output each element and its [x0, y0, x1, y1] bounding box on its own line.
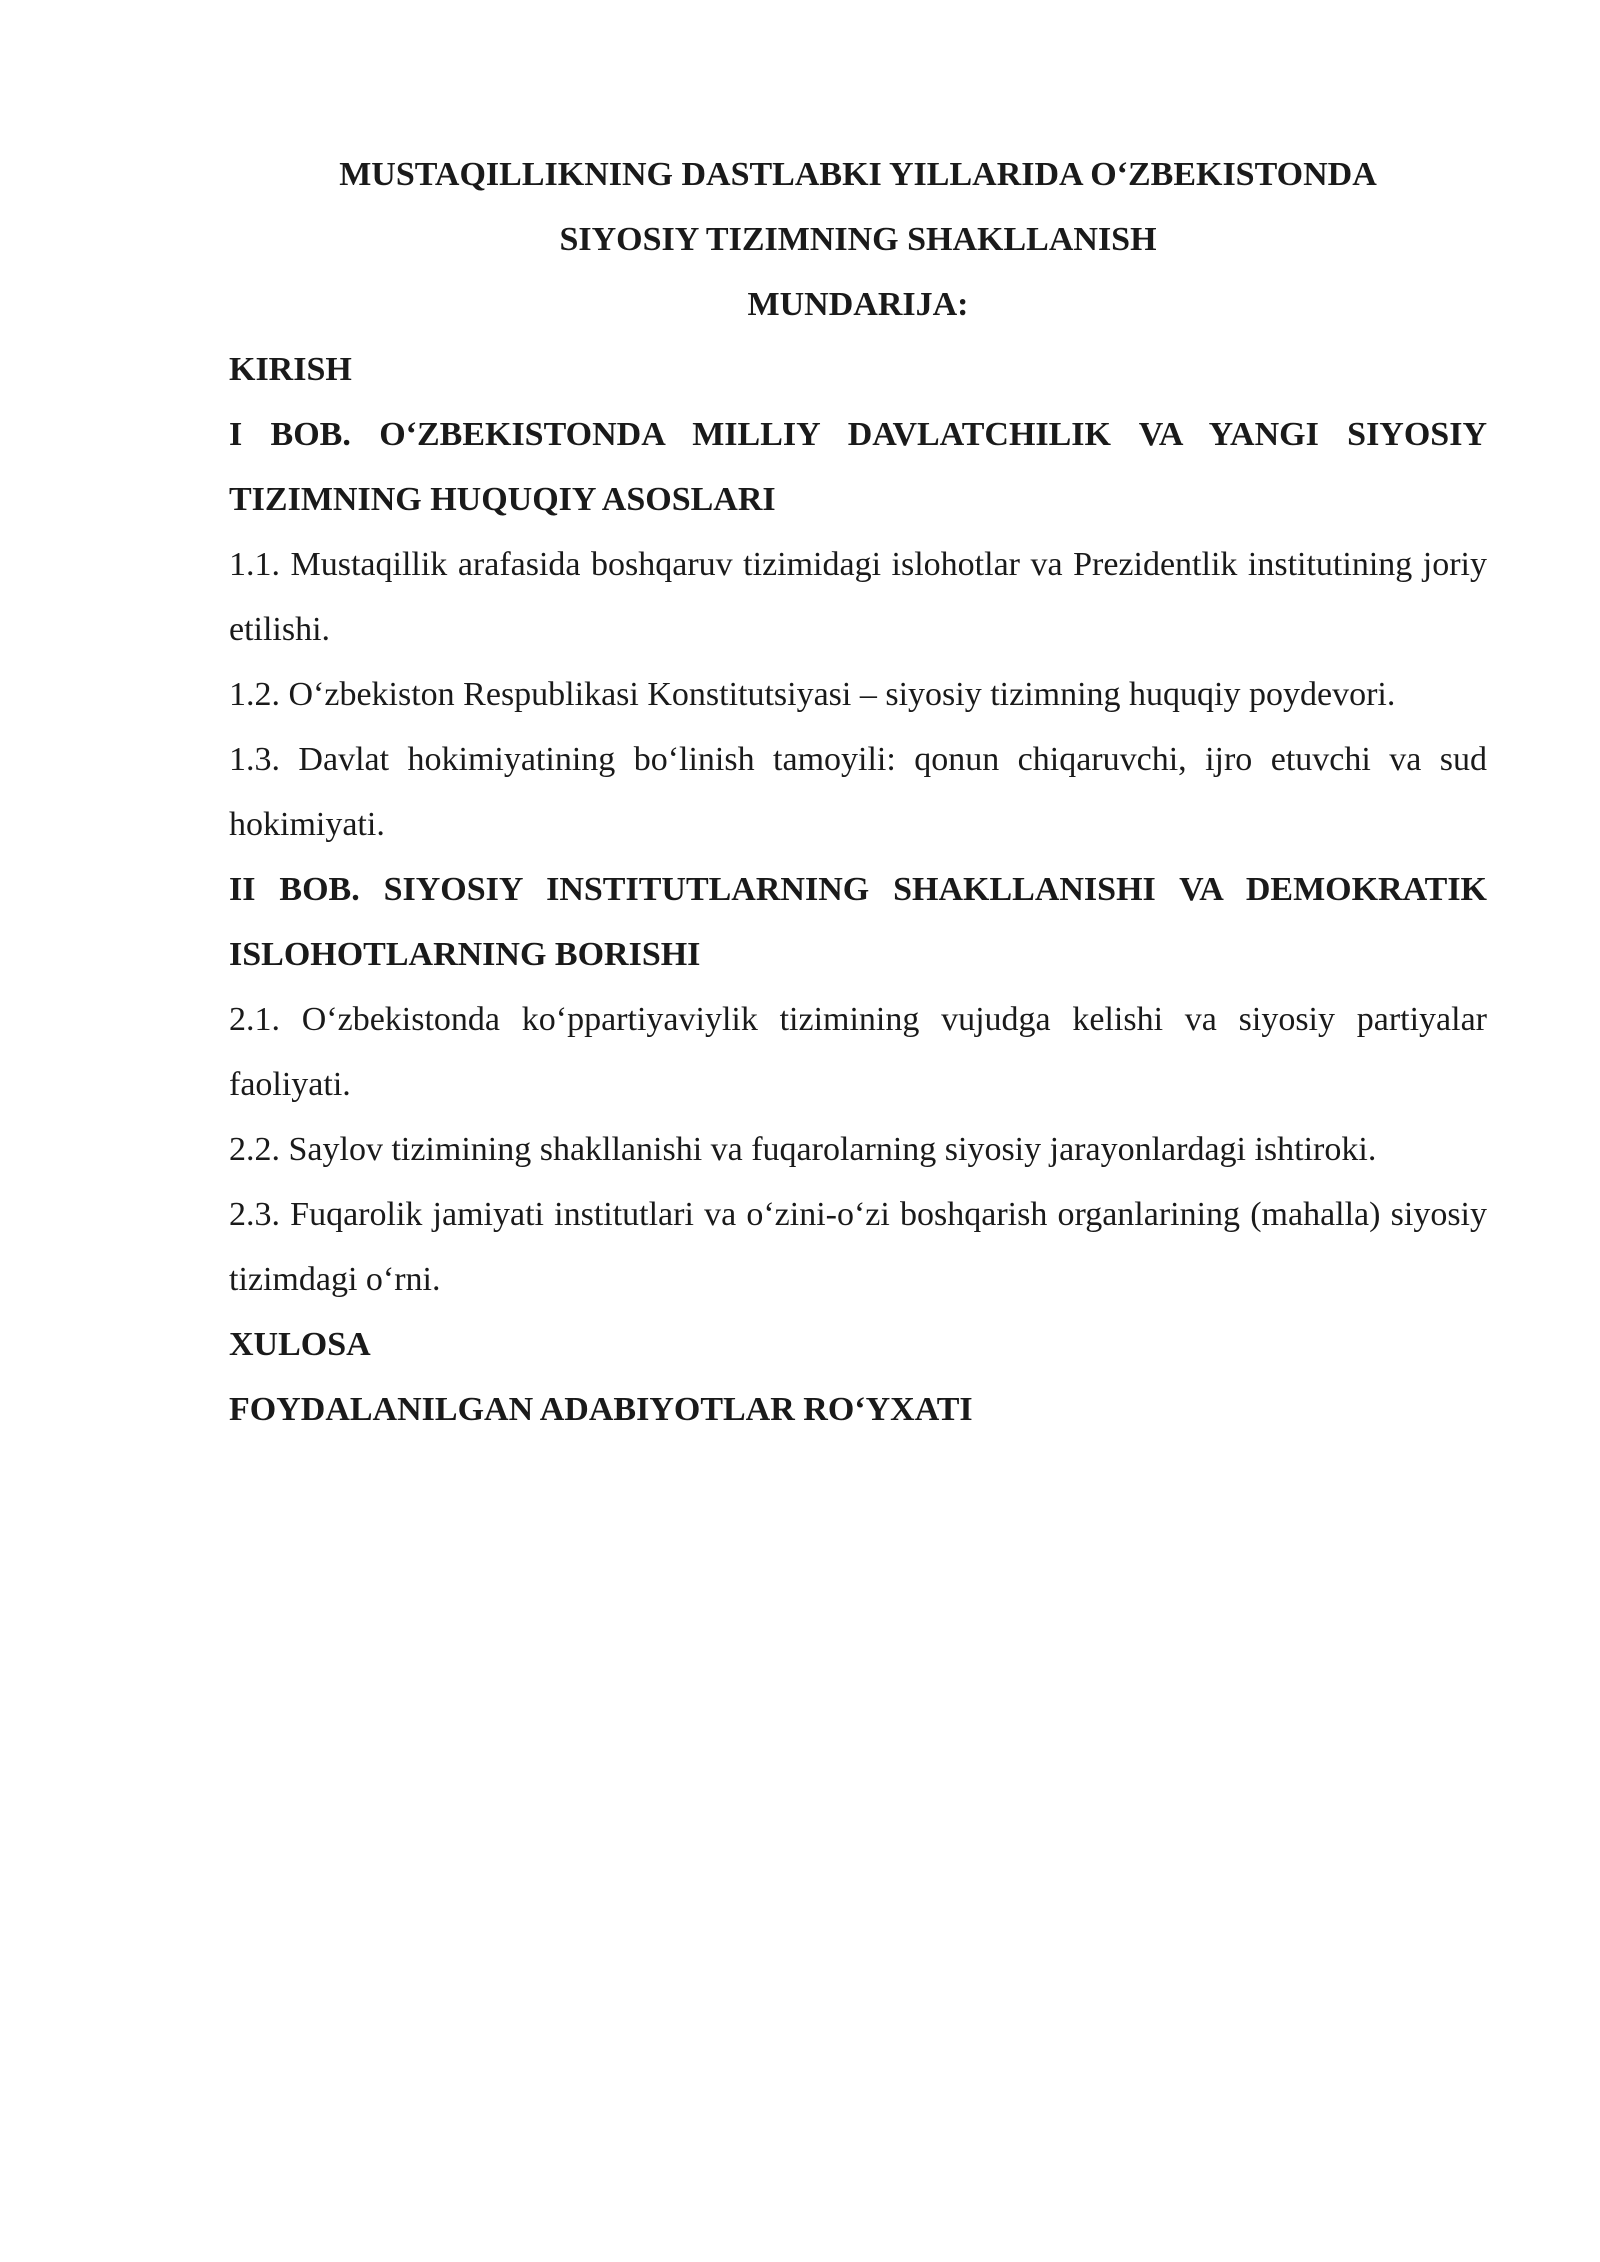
toc-chapter-1-title: I BOB. O‘ZBEKISTONDA MILLIY DAVLATCHILIK VA YANGI SIYOSIY TIZIMNING HUQUQIY ASOSLARI	[229, 416, 1487, 518]
toc-section-1-3: 1.3. Davlat hokimiyatining bo‘linish tamoyili: qonun chiqaruvchi, ijro etuvchi va sud hokimiyati.	[229, 741, 1487, 843]
toc-section-2-1: 2.1. O‘zbekistonda ko‘ppartiyaviylik tizimining vujudga kelishi va siyosiy partiyalar faoliyati.	[229, 1001, 1487, 1103]
toc-section-2-3: 2.3. Fuqarolik jamiyati institutlari va o‘zini-o‘zi boshqarish organlarining (mahalla) siyosiy tizimdagi o‘rni.	[229, 1196, 1487, 1298]
toc-conclusion: XULOSA	[229, 1326, 371, 1363]
toc-section-1-2: 1.2. O‘zbekiston Respublikasi Konstitutsiyasi – siyosiy tizimning huquqiy poydevori.	[229, 676, 1396, 713]
document-title-line-2: SIYOSIY TIZIMNING SHAKLLANISH	[559, 221, 1157, 258]
toc-section-2-2: 2.2. Saylov tizimining shakllanishi va fuqarolarning siyosiy jarayonlardagi ishtiroki.	[229, 1131, 1377, 1168]
toc-intro: KIRISH	[229, 351, 352, 388]
toc-section-1-1: 1.1. Mustaqillik arafasida boshqaruv tizimidagi islohotlar va Prezidentlik institutining joriy etilishi.	[229, 546, 1487, 648]
toc-heading: MUNDARIJA:	[747, 286, 969, 323]
toc-references: FOYDALANILGAN ADABIYOTLAR RO‘YXATI	[229, 1391, 973, 1428]
document-title-line-1: MUSTAQILLIKNING DASTLABKI YILLARIDA O‘ZBEKISTONDA	[339, 156, 1377, 193]
document-content	[229, 142, 1487, 1442]
toc-chapter-2-title: II BOB. SIYOSIY INSTITUTLARNING SHAKLLANISHI VA DEMOKRATIK ISLOHOTLARNING BORISHI	[229, 871, 1487, 973]
